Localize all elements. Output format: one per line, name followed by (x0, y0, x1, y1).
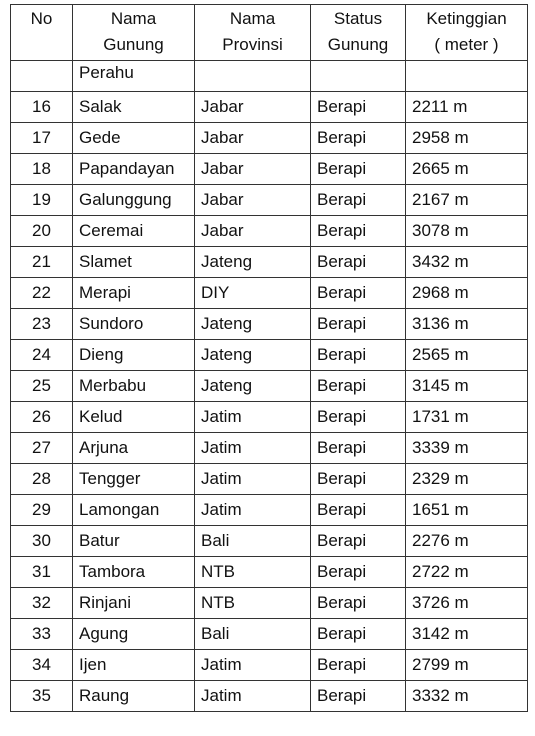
cell-ketinggian: 1731 m (406, 402, 528, 433)
cell-nama-gunung: Tengger (73, 464, 195, 495)
cell-ketinggian: 3145 m (406, 371, 528, 402)
cell-provinsi: DIY (195, 278, 311, 309)
cell-provinsi: Bali (195, 619, 311, 650)
table-row (11, 681, 528, 712)
cell-provinsi (195, 61, 311, 92)
cell-nama-gunung: Gede (73, 123, 195, 154)
cell-ketinggian: 2211 m (406, 92, 528, 123)
cell-ketinggian: 2329 m (406, 464, 528, 495)
cell-no: 18 (11, 154, 73, 185)
cell-provinsi: NTB (195, 557, 311, 588)
cell-provinsi: Jatim (195, 681, 311, 712)
cell-status: Berapi (311, 557, 406, 588)
cell-no: 23 (11, 309, 73, 340)
table-row (11, 309, 528, 340)
cell-nama-gunung: Slamet (73, 247, 195, 278)
cell-ketinggian: 3136 m (406, 309, 528, 340)
cell-ketinggian (406, 61, 528, 92)
cell-no: 27 (11, 433, 73, 464)
cell-nama-gunung: Ijen (73, 650, 195, 681)
cell-ketinggian: 2958 m (406, 123, 528, 154)
table-row (11, 464, 528, 495)
cell-no: 16 (11, 92, 73, 123)
cell-provinsi: Jabar (195, 154, 311, 185)
cell-no: 31 (11, 557, 73, 588)
cell-status: Berapi (311, 154, 406, 185)
cell-provinsi: NTB (195, 588, 311, 619)
table-row (11, 526, 528, 557)
cell-no: 22 (11, 278, 73, 309)
table-row (11, 402, 528, 433)
cell-nama-gunung: Sundoro (73, 309, 195, 340)
table-row (11, 216, 528, 247)
cell-nama-gunung: Kelud (73, 402, 195, 433)
cell-nama-gunung: Perahu (73, 61, 195, 92)
cell-ketinggian: 2722 m (406, 557, 528, 588)
cell-no: 28 (11, 464, 73, 495)
cell-nama-gunung: Merbabu (73, 371, 195, 402)
cell-no: 25 (11, 371, 73, 402)
cell-status: Berapi (311, 681, 406, 712)
cell-status: Berapi (311, 278, 406, 309)
cell-nama-gunung: Raung (73, 681, 195, 712)
cell-provinsi: Jabar (195, 123, 311, 154)
cell-nama-gunung: Lamongan (73, 495, 195, 526)
cell-status: Berapi (311, 433, 406, 464)
cell-ketinggian: 1651 m (406, 495, 528, 526)
cell-nama-gunung: Arjuna (73, 433, 195, 464)
cell-provinsi: Jatim (195, 464, 311, 495)
cell-provinsi: Jatim (195, 495, 311, 526)
cell-provinsi: Bali (195, 526, 311, 557)
cell-status: Berapi (311, 247, 406, 278)
cell-nama-gunung: Tambora (73, 557, 195, 588)
cell-status: Berapi (311, 619, 406, 650)
table-row (11, 557, 528, 588)
cell-provinsi: Jatim (195, 433, 311, 464)
cell-nama-gunung: Salak (73, 92, 195, 123)
cell-nama-gunung: Batur (73, 526, 195, 557)
table-row (11, 619, 528, 650)
cell-status: Berapi (311, 123, 406, 154)
cell-status: Berapi (311, 185, 406, 216)
cell-nama-gunung: Galunggung (73, 185, 195, 216)
cell-ketinggian: 3332 m (406, 681, 528, 712)
cell-no: 30 (11, 526, 73, 557)
cell-nama-gunung: Merapi (73, 278, 195, 309)
table-row (11, 495, 528, 526)
cell-provinsi: Jabar (195, 185, 311, 216)
cell-no: 19 (11, 185, 73, 216)
cell-no: 21 (11, 247, 73, 278)
cell-ketinggian: 3726 m (406, 588, 528, 619)
cell-nama-gunung: Papandayan (73, 154, 195, 185)
header-status-gunung: Status Gunung (311, 5, 406, 61)
mountain-table (10, 4, 528, 712)
header-nama-provinsi: Nama Provinsi (195, 5, 311, 61)
cell-ketinggian: 3432 m (406, 247, 528, 278)
cell-no: 33 (11, 619, 73, 650)
cell-ketinggian: 2799 m (406, 650, 528, 681)
cell-nama-gunung: Rinjani (73, 588, 195, 619)
table-row (11, 123, 528, 154)
cell-status: Berapi (311, 340, 406, 371)
cell-no: 26 (11, 402, 73, 433)
cell-status (311, 61, 406, 92)
table-row (11, 278, 528, 309)
cell-provinsi: Jateng (195, 340, 311, 371)
cell-ketinggian: 3078 m (406, 216, 528, 247)
cell-provinsi: Jateng (195, 371, 311, 402)
table-row (11, 185, 528, 216)
cell-no (11, 61, 73, 92)
cell-status: Berapi (311, 526, 406, 557)
cell-nama-gunung: Ceremai (73, 216, 195, 247)
cell-status: Berapi (311, 588, 406, 619)
cell-status: Berapi (311, 309, 406, 340)
cell-provinsi: Jateng (195, 247, 311, 278)
cell-ketinggian: 2565 m (406, 340, 528, 371)
header-nama-gunung: Nama Gunung (73, 5, 195, 61)
table-row (11, 588, 528, 619)
cell-ketinggian: 2968 m (406, 278, 528, 309)
cell-no: 32 (11, 588, 73, 619)
cell-provinsi: Jabar (195, 216, 311, 247)
header-row (11, 5, 528, 61)
cell-status: Berapi (311, 92, 406, 123)
cell-nama-gunung: Agung (73, 619, 195, 650)
cell-ketinggian: 2276 m (406, 526, 528, 557)
cell-ketinggian: 2665 m (406, 154, 528, 185)
table-row (11, 340, 528, 371)
table-row (11, 247, 528, 278)
cell-nama-gunung: Dieng (73, 340, 195, 371)
cell-status: Berapi (311, 495, 406, 526)
table-row (11, 154, 528, 185)
cell-provinsi: Jatim (195, 650, 311, 681)
cell-no: 17 (11, 123, 73, 154)
table-row (11, 650, 528, 681)
cell-provinsi: Jabar (195, 92, 311, 123)
cell-status: Berapi (311, 650, 406, 681)
cell-status: Berapi (311, 216, 406, 247)
cell-ketinggian: 3142 m (406, 619, 528, 650)
table-row (11, 92, 528, 123)
cell-provinsi: Jatim (195, 402, 311, 433)
cell-no: 20 (11, 216, 73, 247)
cell-no: 35 (11, 681, 73, 712)
cell-no: 29 (11, 495, 73, 526)
cell-status: Berapi (311, 371, 406, 402)
cell-ketinggian: 2167 m (406, 185, 528, 216)
cell-no: 34 (11, 650, 73, 681)
table-row (11, 371, 528, 402)
cell-provinsi: Jateng (195, 309, 311, 340)
cell-status: Berapi (311, 464, 406, 495)
cell-no: 24 (11, 340, 73, 371)
header-no: No (11, 5, 73, 61)
table-row (11, 433, 528, 464)
continuation-row (11, 61, 528, 92)
cell-status: Berapi (311, 402, 406, 433)
cell-ketinggian: 3339 m (406, 433, 528, 464)
header-ketinggian: Ketinggian ( meter ) (406, 5, 528, 61)
